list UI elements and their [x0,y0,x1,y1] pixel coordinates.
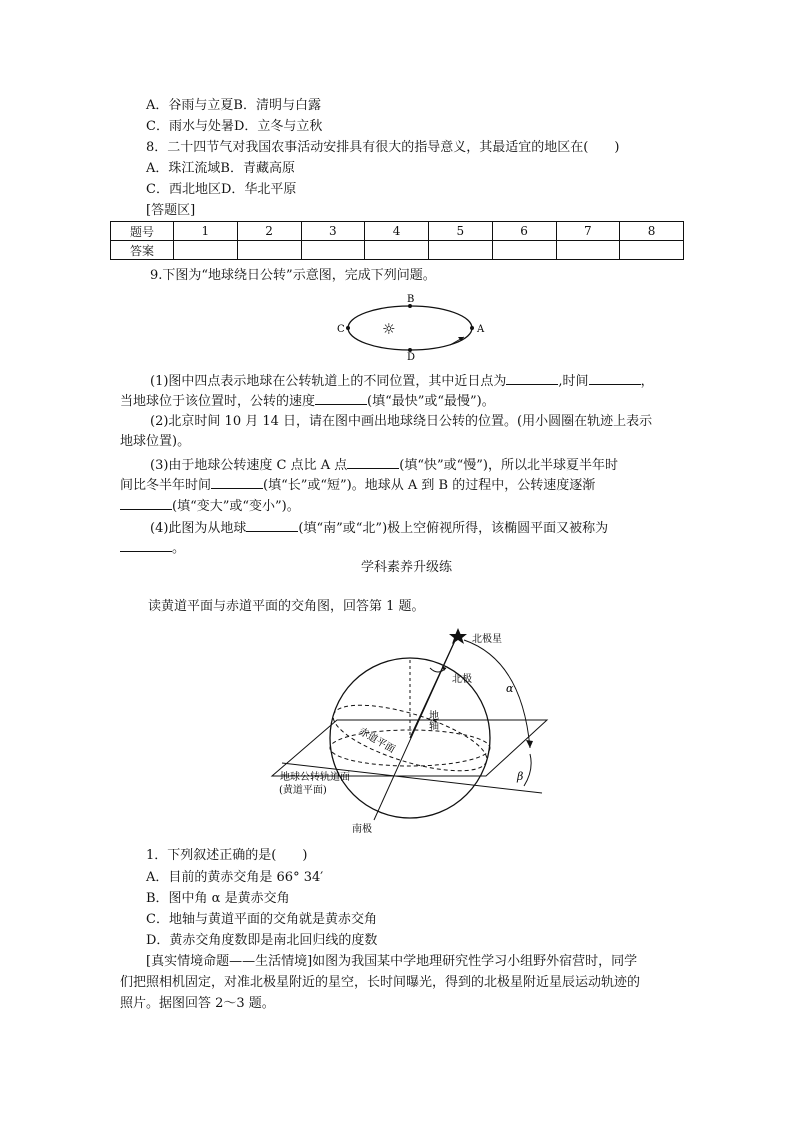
answer-blank[interactable] [506,370,558,385]
q9-part3-line3: (填“变大”或“变小”)。 [120,495,300,517]
question-number: 8 [620,222,684,241]
q9-part4-line2: 。 [120,537,185,559]
answer-cell[interactable] [301,241,365,260]
answer-cell[interactable] [492,241,556,260]
answer-blank[interactable] [347,454,399,469]
point-a-marker [470,326,474,330]
q1-option-c: C．地轴与黄道平面的交角就是黄赤交角 [146,912,377,927]
orbit-label-b: B [407,294,415,305]
q7-option-a: A．谷雨与立夏B．清明与白露 [146,98,321,113]
answer-header: 答案 [111,241,174,260]
equator-plane-label: 赤道平面 [356,726,397,756]
q8-option-a: A．珠江流域B．青藏高原 [146,161,295,176]
answer-cell[interactable] [620,241,684,260]
answer-blank[interactable] [315,390,367,405]
question-number: 6 [492,222,556,241]
answer-blank[interactable] [246,517,298,532]
q7-option-c: C．雨水与处暑D．立冬与立秋 [146,119,323,134]
answer-blank[interactable] [120,537,172,552]
q8-option-d: D．华北平原 [220,182,297,197]
q9-part2-line2: 地球位置)。 [120,434,191,449]
answer-cell[interactable] [174,241,238,260]
q8-stem: 8．二十四节气对我国农事活动安排具有很大的指导意义，其最适宜的地区在( ) [146,140,620,155]
q1-option-b: B．图中角 α 是黄赤交角 [146,891,290,906]
orbit-label-a: A [477,324,485,335]
ecliptic-label: (黄道平面) [279,785,327,796]
answer-cell[interactable] [237,241,301,260]
orbit-label-d: D [407,352,416,362]
alpha-arc [464,640,530,748]
question-number: 2 [237,222,301,241]
question-number: 1 [174,222,238,241]
answer-blank[interactable] [211,474,263,489]
answer-cell[interactable] [556,241,620,260]
q9-part4-line1: (4)此图为从地球 (填“南”或“北”)极上空俯视所得，该椭圆平面又被称为 [150,517,608,539]
alpha-label: α [506,682,514,695]
q7-option-d: D．立冬与立秋 [233,119,323,134]
ecliptic-diagram [262,620,562,838]
answer-blank[interactable] [120,495,172,510]
answer-cell[interactable] [365,241,429,260]
axis-label: 地轴 [426,710,438,730]
figure-intro: 读黄道平面与赤道平面的交角图，回答第 1 题。 [148,599,425,614]
q8-option-c: C．西北地区D．华北平原 [146,182,297,197]
answer-table [110,221,684,260]
q9-part3-line2: 间比冬半年时间 (填“长”或“短”)。地球从 A 到 B 的过程中，公转速度逐渐 [120,474,595,496]
context-line-1: [真实情境命题——生活情境]如图为我国某中学地理研究性学习小组野外宿营时，同学 [146,954,638,969]
q9-part2-line1: (2)北京时间 10 月 14 日，请在图中画出地球绕日公转的位置。(用小圆圈在轨迹上表示 [150,414,653,429]
point-c-marker [346,326,350,330]
beta-arc [524,754,531,786]
q7-option-b: B．清明与白露 [233,98,321,113]
north-star-icon [449,628,467,644]
answer-blank[interactable] [589,370,641,385]
answer-cell[interactable] [429,241,493,260]
context-line-2: 们把照相机固定，对准北极星附近的星空，长时间曝光，得到的北极星附近星辰运动轨迹的 [120,975,641,990]
orbit-diagram [330,290,490,362]
south-pole-label: 南极 [352,824,372,835]
beta-label: β [517,770,524,783]
north-star-label: 北极星 [472,634,502,645]
question-number: 7 [556,222,620,241]
q1-option-a: A．目前的黄赤交角是 66° 34′ [146,870,324,885]
q9-part1-line1: (1)图中四点表示地球在公转轨道上的不同位置，其中近日点为 ,时间 ， [150,370,654,392]
q1-stem: 1．下列叙述正确的是( ) [146,848,308,863]
q9-part3-line1: (3)由于地球公转速度 C 点比 A 点 (填“快”或“慢”)，所以北半球夏半年时 [150,454,618,476]
north-pole-label: 北极 [452,674,472,685]
q9-part1-line2: 当地球位于该位置时，公转的速度 (填“最快”或“最慢”)。 [120,390,495,412]
orbit-label-c: C [337,324,345,335]
context-line-3: 照片。据图回答 2～3 题。 [120,996,275,1011]
q1-option-d: D．黄赤交角度数即是南北回归线的度数 [146,933,378,948]
q9-stem: 9.下图为“地球绕日公转”示意图，完成下列问题。 [150,268,436,283]
question-number: 3 [301,222,365,241]
number-header: 题号 [111,222,174,241]
question-number: 4 [365,222,429,241]
answer-area-label: [答题区] [146,203,196,218]
question-number: 5 [429,222,493,241]
section-title: 学科素养升级练 [361,560,453,575]
q8-option-b: B．青藏高原 [220,161,295,176]
sun-icon: ☼ [382,320,396,338]
orbit-plane-label: 地球公转轨道面 [280,772,350,783]
